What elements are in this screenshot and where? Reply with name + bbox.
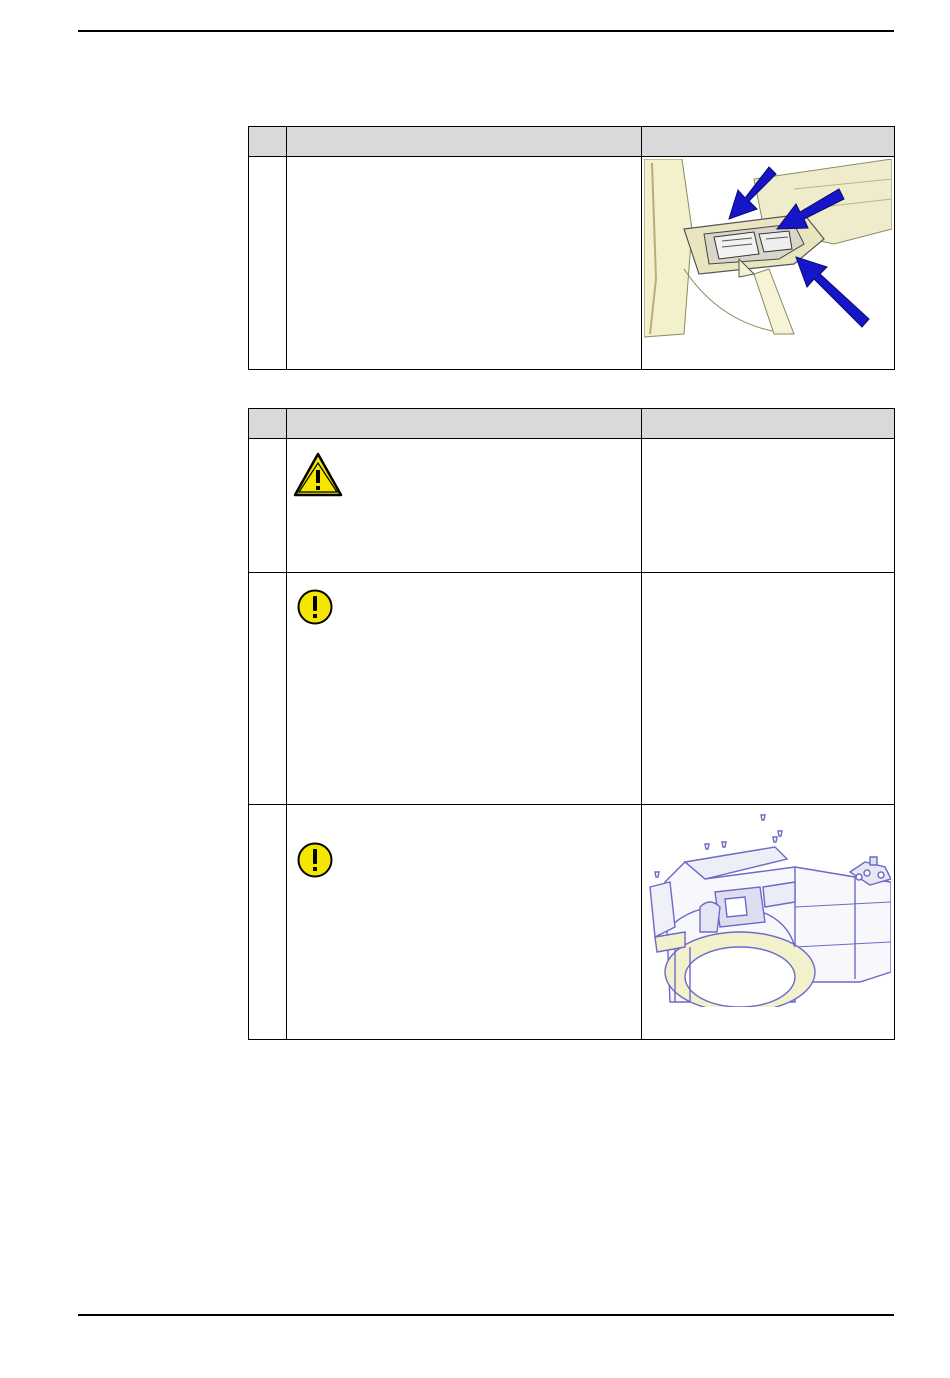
step-number bbox=[249, 805, 287, 1040]
header-action bbox=[287, 409, 642, 439]
table-row bbox=[249, 573, 895, 805]
table-row bbox=[249, 439, 895, 573]
step-number bbox=[249, 157, 287, 370]
footer-rule bbox=[78, 1314, 894, 1316]
step-number bbox=[249, 573, 287, 805]
table-row bbox=[249, 157, 895, 370]
step-number bbox=[249, 439, 287, 573]
warning-triangle-icon bbox=[293, 452, 343, 497]
header-illustration bbox=[642, 409, 895, 439]
header-step bbox=[249, 127, 287, 157]
step-action bbox=[287, 805, 642, 1040]
step-illustration bbox=[642, 157, 895, 370]
procedure-table-1 bbox=[248, 126, 895, 370]
step-illustration bbox=[642, 805, 895, 1040]
header-illustration bbox=[642, 127, 895, 157]
header-action bbox=[287, 127, 642, 157]
table-header-row bbox=[249, 127, 895, 157]
table-header-row bbox=[249, 409, 895, 439]
robot-arm-cover-figure bbox=[645, 807, 891, 1007]
table-row bbox=[249, 805, 895, 1040]
connector-arrows-figure bbox=[644, 159, 892, 339]
header-step bbox=[249, 409, 287, 439]
step-action bbox=[287, 157, 642, 370]
procedure-table-2 bbox=[248, 408, 895, 1040]
caution-exclamation-icon bbox=[297, 842, 333, 878]
step-action bbox=[287, 573, 642, 805]
caution-exclamation-icon bbox=[297, 589, 333, 625]
header-rule bbox=[78, 30, 894, 32]
step-illustration bbox=[642, 573, 895, 805]
step-illustration bbox=[642, 439, 895, 573]
step-action bbox=[287, 439, 642, 573]
